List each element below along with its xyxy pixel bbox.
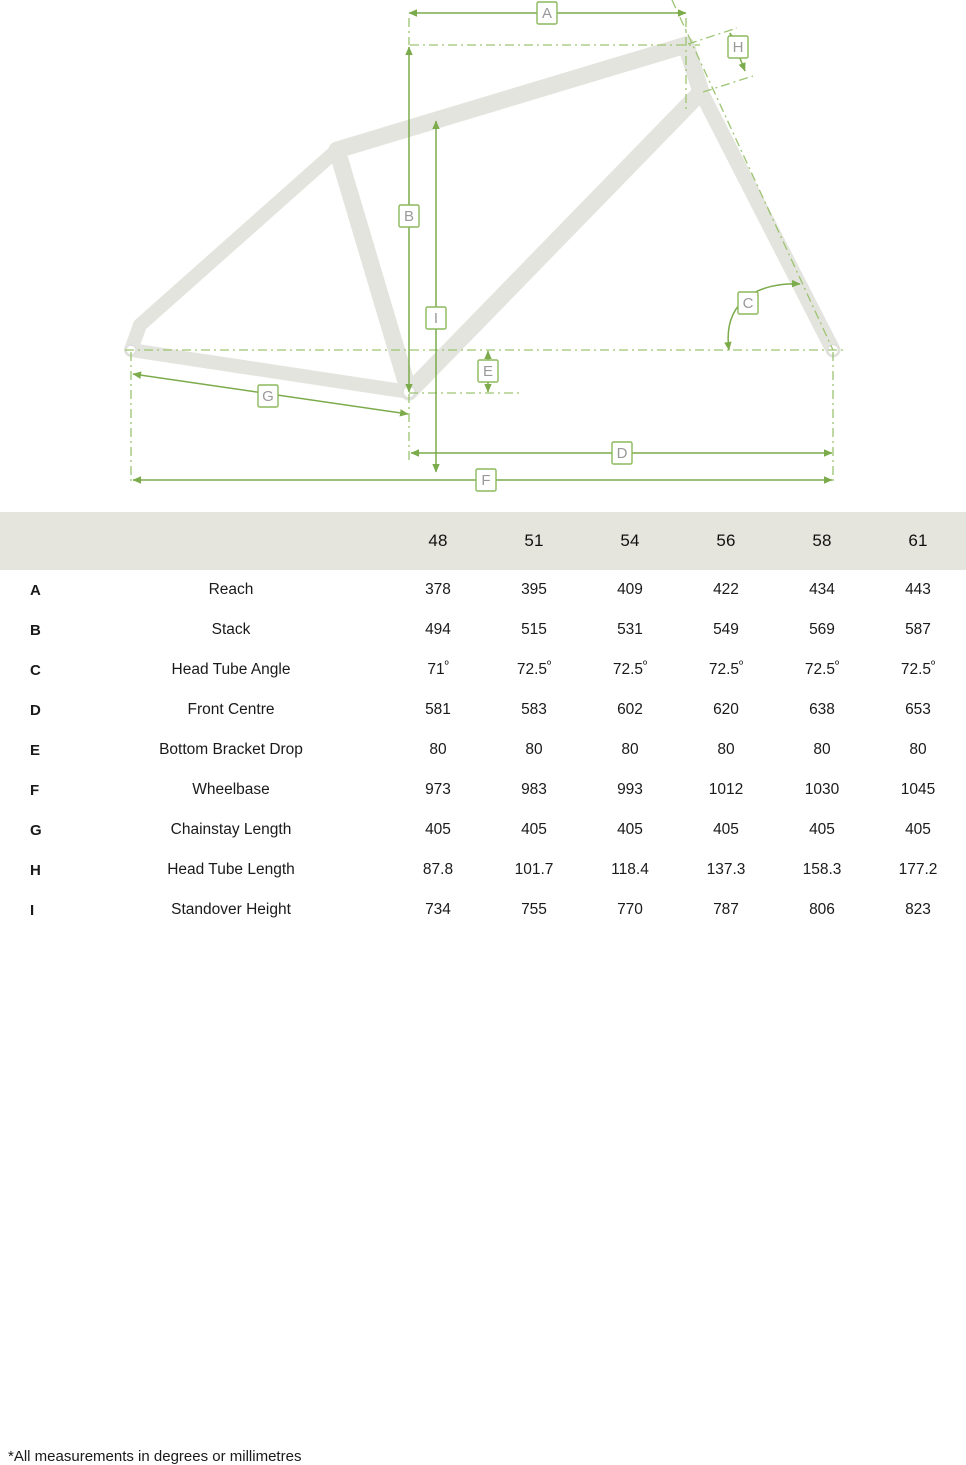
row-letter: B xyxy=(30,621,41,639)
row-measurement-name: Wheelbase xyxy=(192,781,270,798)
callout-I xyxy=(426,307,446,329)
svg-text:H: H xyxy=(732,39,744,56)
header-size-58: 58 xyxy=(812,531,832,550)
row-value: 405 xyxy=(905,821,931,838)
row-value: 770 xyxy=(617,901,643,918)
row-value: 80 xyxy=(909,741,927,758)
row-measurement-name: Front Centre xyxy=(187,701,275,718)
degree-symbol: º xyxy=(835,658,840,671)
row-value: 494 xyxy=(425,621,451,638)
degree-symbol: º xyxy=(444,658,449,671)
row-value: 409 xyxy=(617,581,643,598)
row-value: 395 xyxy=(521,581,547,598)
row-value: 80 xyxy=(717,741,735,758)
row-value: $72.5^º$ xyxy=(612,658,648,678)
row-value: 405 xyxy=(521,821,547,838)
row-letter: H xyxy=(30,861,41,879)
row-value: 405 xyxy=(425,821,451,838)
table-row xyxy=(0,650,966,690)
row-value: 531 xyxy=(617,621,643,638)
header-size-48: 48 xyxy=(428,531,448,550)
dimension-labels xyxy=(258,2,758,491)
svg-text:I: I xyxy=(433,310,439,327)
row-letter: G xyxy=(30,821,42,839)
row-value: 787 xyxy=(713,901,739,918)
header-letter-column xyxy=(0,512,72,570)
row-value: 137.3 xyxy=(706,861,746,878)
table-header xyxy=(0,512,966,570)
svg-text:D: D xyxy=(616,445,628,462)
row-value: $72.5^º$ xyxy=(516,658,552,678)
row-value: 422 xyxy=(713,581,739,598)
row-measurement-name: Head Tube Length xyxy=(167,861,295,878)
row-value: $72.5^º$ xyxy=(900,658,936,678)
row-value: $71^º$ xyxy=(427,658,449,678)
row-value: 177.2 xyxy=(898,861,938,878)
table-row xyxy=(0,850,966,890)
header-size-51: 51 xyxy=(524,531,544,550)
row-value: 80 xyxy=(525,741,543,758)
row-value: 973 xyxy=(425,781,451,798)
row-value: 823 xyxy=(905,901,931,918)
row-letter: A xyxy=(30,581,41,599)
row-value: 583 xyxy=(521,701,547,718)
callout-C xyxy=(738,292,758,314)
row-value: 434 xyxy=(809,581,835,598)
svg-text:C: C xyxy=(742,295,754,312)
row-value: 581 xyxy=(425,701,451,718)
row-value: 569 xyxy=(809,621,835,638)
row-letter: F xyxy=(30,781,40,799)
row-measurement-name: Bottom Bracket Drop xyxy=(159,741,303,758)
row-value: 405 xyxy=(713,821,739,838)
row-value: 638 xyxy=(809,701,835,718)
table-row xyxy=(0,890,966,930)
table-row xyxy=(0,810,966,850)
row-measurement-name: Standover Height xyxy=(171,901,291,918)
callout-H xyxy=(728,36,748,58)
svg-text:G: G xyxy=(262,388,274,405)
row-value: 87.8 xyxy=(422,861,454,878)
row-value: 443 xyxy=(905,581,931,598)
row-letter: E xyxy=(30,741,41,759)
callout-D xyxy=(612,442,632,464)
bicycle-geometry-diagram xyxy=(0,0,966,512)
row-value: 653 xyxy=(905,701,931,718)
row-letter: C xyxy=(30,661,41,679)
svg-text:F: F xyxy=(481,472,491,489)
header-measurement-column xyxy=(72,512,390,570)
row-value: 405 xyxy=(617,821,643,838)
svg-text:A: A xyxy=(541,5,553,22)
row-value: 983 xyxy=(521,781,547,798)
row-value: 587 xyxy=(905,621,931,638)
row-value: $72.5^º$ xyxy=(804,658,840,678)
table-body xyxy=(0,570,966,930)
table-row xyxy=(0,690,966,730)
svg-text:E: E xyxy=(482,363,494,380)
row-value: 80 xyxy=(621,741,639,758)
geometry-table xyxy=(0,512,966,930)
row-value: 620 xyxy=(713,701,739,718)
row-value: 602 xyxy=(617,701,643,718)
row-value: 806 xyxy=(809,901,835,918)
row-measurement-name: Head Tube Angle xyxy=(171,661,291,678)
row-letter: D xyxy=(30,701,41,719)
row-value: 755 xyxy=(521,901,547,918)
row-value: 734 xyxy=(425,901,451,918)
row-value: 118.4 xyxy=(611,861,649,878)
row-value: 101.7 xyxy=(514,861,554,878)
row-value: 80 xyxy=(429,741,447,758)
row-value: 993 xyxy=(617,781,643,798)
callout-E xyxy=(478,360,498,382)
table-row xyxy=(0,770,966,810)
table-header-row xyxy=(0,512,966,570)
callout-G xyxy=(258,385,278,407)
row-value: $72.5^º$ xyxy=(708,658,744,678)
degree-symbol: º xyxy=(643,658,648,671)
callout-B xyxy=(399,205,419,227)
degree-symbol: º xyxy=(547,658,552,671)
row-letter: I xyxy=(30,901,35,919)
header-size-61: 61 xyxy=(908,531,928,550)
table-row xyxy=(0,610,966,650)
degree-symbol: º xyxy=(931,658,936,671)
row-value: 1030 xyxy=(804,781,840,798)
row-value: 515 xyxy=(521,621,547,638)
row-value: 158.3 xyxy=(802,861,842,878)
header-size-54: 54 xyxy=(620,531,640,550)
table-footnote: *All measurements in degrees or millimetres xyxy=(8,1448,302,1465)
row-measurement-name: Chainstay Length xyxy=(170,821,292,838)
row-value: 80 xyxy=(813,741,831,758)
row-value: 1045 xyxy=(900,781,936,798)
row-value: 405 xyxy=(809,821,835,838)
table-row xyxy=(0,730,966,770)
degree-symbol: º xyxy=(739,658,744,671)
ext-headtube-bottom-offset xyxy=(703,76,753,92)
row-measurement-name: Reach xyxy=(208,581,254,598)
row-measurement-name: Stack xyxy=(211,621,251,638)
row-value: 378 xyxy=(425,581,451,598)
row-value: 1012 xyxy=(708,781,744,798)
svg-text:B: B xyxy=(403,208,415,225)
geometry-table-container xyxy=(0,512,966,1465)
callout-F xyxy=(476,469,496,491)
row-value: 549 xyxy=(713,621,739,638)
header-size-56: 56 xyxy=(716,531,736,550)
callout-A xyxy=(537,2,557,24)
table-row xyxy=(0,570,966,610)
